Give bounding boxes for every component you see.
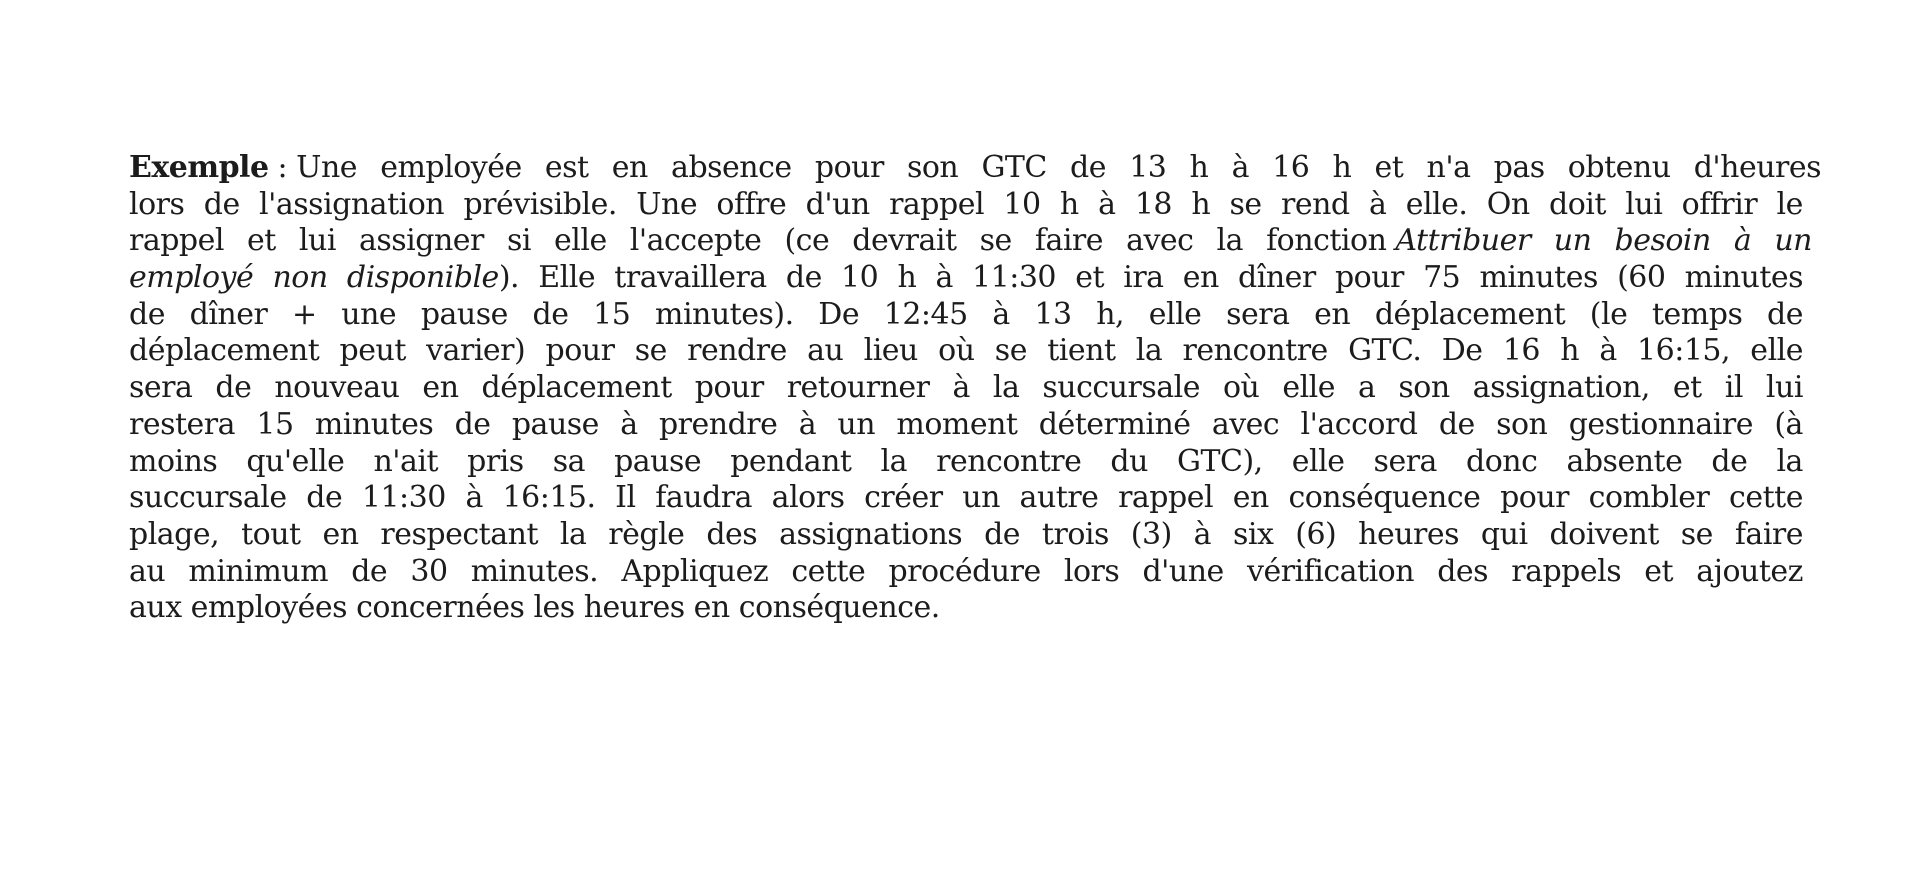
text-fragment: rappel et lui assigner si elle l'accepte (ce devrait se faire avec la fonction bbox=[129, 223, 1387, 259]
text-line bbox=[129, 223, 1812, 260]
text-line bbox=[129, 150, 1822, 187]
example-label: Exemple bbox=[129, 150, 269, 185]
function-name-italic: employé non disponible bbox=[129, 260, 499, 296]
text-line bbox=[129, 407, 1803, 444]
text-fragment: déplacement peut varier) pour se rendre au lieu où se tient la rencontre GTC. De 16 h à 16:15, elle bbox=[129, 333, 1804, 369]
example-paragraph bbox=[129, 150, 1822, 627]
text-line bbox=[129, 554, 1803, 591]
text-fragment: sera de nouveau en déplacement pour retourner à la succursale où elle a son assignation, et il lui bbox=[129, 370, 1803, 406]
function-name-italic: Attribuer un besoin à un bbox=[1395, 223, 1812, 259]
text-fragment: au minimum de 30 minutes. Appliquez cette procédure lors d'une vérification des rappels et ajoutez bbox=[129, 553, 1803, 589]
text-fragment: Une employée est en absence pour son GTC de 13 h à 16 h et n'a pas obtenu d'heures bbox=[296, 150, 1822, 185]
text-line bbox=[129, 260, 1803, 297]
text-fragment: lors de l'assignation prévisible. Une offre d'un rappel 10 h à 18 h se rend à elle. On doit lui offrir le bbox=[129, 186, 1803, 222]
text-line bbox=[129, 297, 1803, 334]
text-fragment: aux employées concernées les heures en conséquence. bbox=[129, 590, 940, 626]
text-fragment: ). Elle travaillera de 10 h à 11:30 et ira en dîner pour 75 minutes (60 minutes bbox=[498, 260, 1804, 296]
text-line bbox=[129, 187, 1803, 224]
text-fragment: de dîner + une pause de 15 minutes). De 12:45 à 13 h, elle sera en déplacement (le temps de bbox=[129, 296, 1803, 332]
text-line bbox=[129, 590, 1803, 627]
text-line bbox=[129, 370, 1803, 407]
text-line bbox=[129, 480, 1803, 517]
text-fragment: restera 15 minutes de pause à prendre à un moment déterminé avec l'accord de son gestionnaire (à bbox=[129, 406, 1803, 442]
label-separator: : bbox=[277, 150, 288, 185]
text-line bbox=[129, 444, 1803, 481]
text-fragment: moins qu'elle n'ait pris sa pause pendant la rencontre du GTC), elle sera donc absente de la bbox=[129, 443, 1803, 479]
text-line bbox=[129, 517, 1803, 554]
text-line bbox=[129, 333, 1803, 370]
text-fragment: succursale de 11:30 à 16:15. Il faudra alors créer un autre rappel en conséquence pour combler cette bbox=[129, 480, 1803, 516]
text-fragment: plage, tout en respectant la règle des assignations de trois (3) à six (6) heures qui doivent se faire bbox=[129, 516, 1804, 552]
